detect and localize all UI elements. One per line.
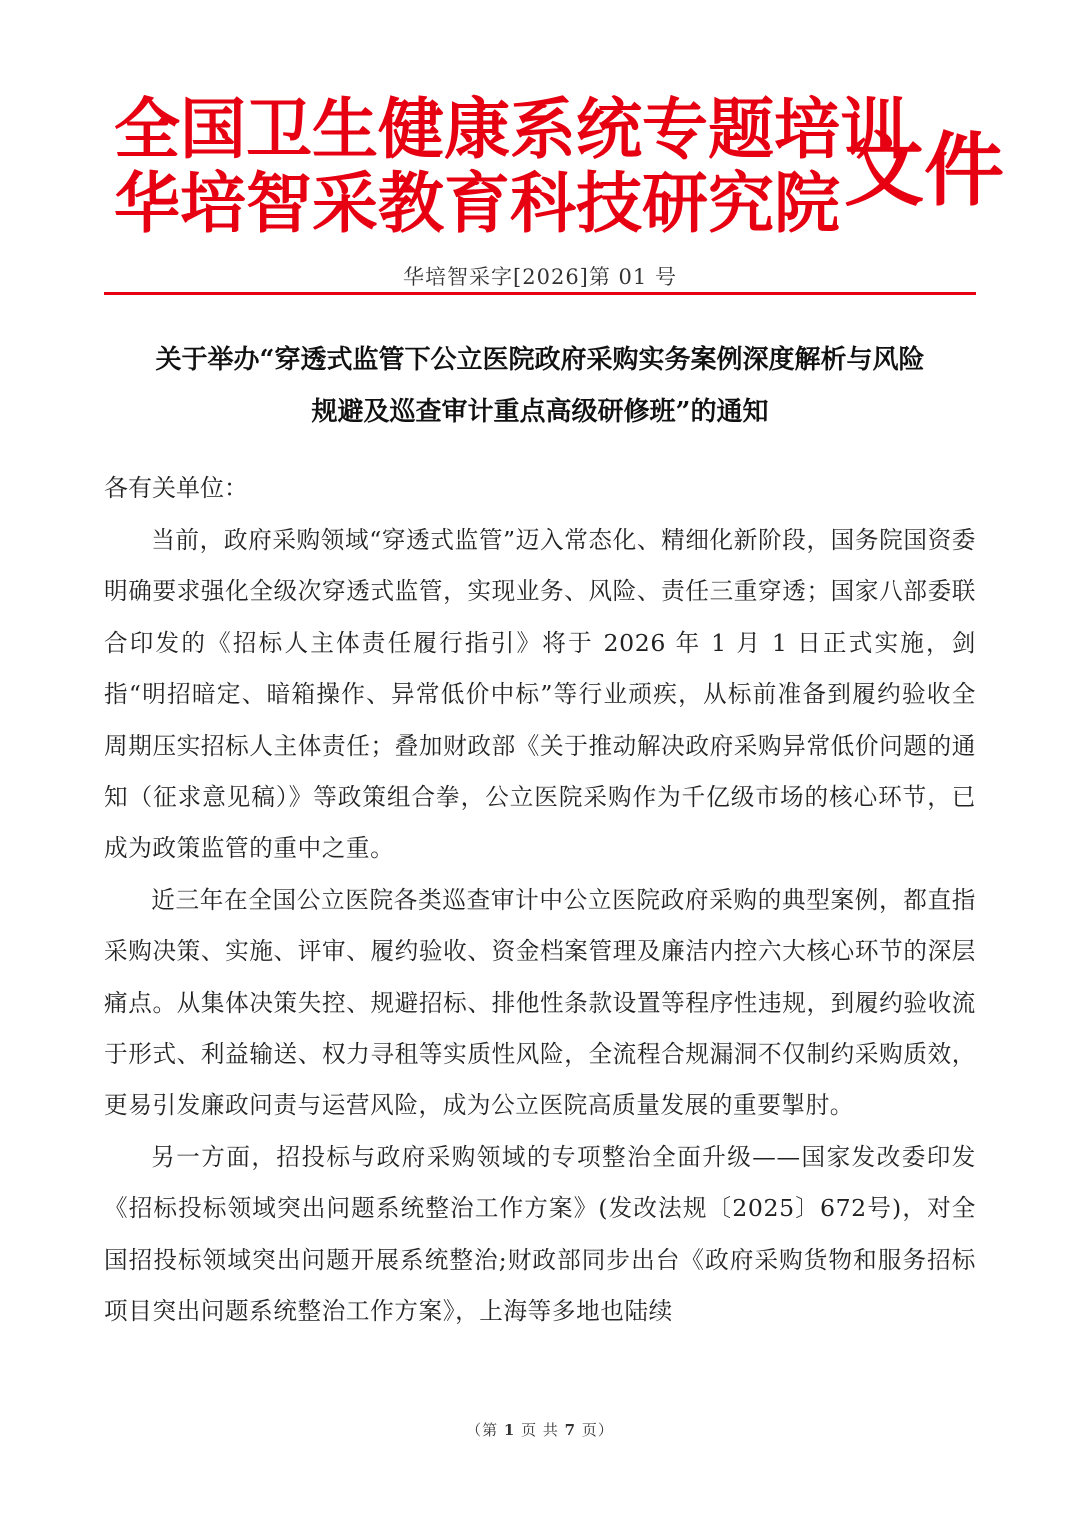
page-footer (0, 1418, 1080, 1442)
notice-title-line-2: 规避及巡查审计重点高级研修班”的通知 (311, 397, 769, 427)
notice-title-line-1: 关于举办“穿透式监管下公立医院政府采购实务案例深度解析与风险 (155, 345, 925, 375)
footer-current-page: 1 (503, 1421, 516, 1439)
body-paragraph: 另一方面，招投标与政府采购领域的专项整治全面升级——国家发改委印发《招标投标领域突出问题系统整治工作方案》(发改法规〔2025〕672号)，对全国招投标领域突出问题开展系统整治;财政部同步出台《政府采购货物和服务招标项目突出问题系统整治工作方案》，上海等多地也陆续 (104, 1142, 976, 1326)
body-paragraph: 当前，政府采购领域“穿透式监管”迈入常态化、精细化新阶段，国务院国资委明确要求强化全级次穿透式监管，实现业务、风险、责任三重穿透；国家八部委联合印发的《招标人主体责任履行指引》将于 2026 年 1 月 1 日正式实施，剑指“明招暗定、暗箱操作、异常低价中标”等行业顽疾，从标前准备到履约验收全周期压实招标人主体责任；叠加财政部《关于推动解决政府采购异常低价问题的通知（征求意见稿）》等政策组合拳，公立医院采购作为千亿级市场的核心环节，已成为政策监管的重中之重。 (104, 526, 976, 863)
body-paragraph: 近三年在全国公立医院各类巡查审计中公立医院政府采购的典型案例，都直指采购决策、实施、评审、履约验收、资金档案管理及廉洁内控六大核心环节的深层痛点。从集体决策失控、规避招标、排他性条款设置等程序性违规，到履约验收流于形式、利益输送、权力寻租等实质性风险，全流程合规漏洞不仅制约采购质效，更易引发廉政问责与运营风险，成为公立医院高质量发展的重要掣肘。 (104, 885, 976, 1120)
footer-middle: 页 共 (521, 1421, 559, 1439)
footer-prefix: （第 (466, 1421, 499, 1439)
notice-title (104, 334, 976, 438)
header-doc-word: 文件 (844, 124, 1004, 217)
addressee: 各有关单位： (104, 474, 248, 502)
header-org-line-2: 华培智采教育科技研究院 (114, 165, 840, 242)
header-divider (104, 292, 976, 295)
document-header (104, 88, 1004, 248)
footer-total-pages: 7 (564, 1421, 577, 1439)
document-number: 华培智采字[2026]第 01 号 (403, 265, 677, 289)
header-org-line-1: 全国卫生健康系统专题培训 (114, 91, 906, 168)
footer-suffix: 页） (581, 1421, 614, 1439)
notice-body (104, 515, 976, 1338)
